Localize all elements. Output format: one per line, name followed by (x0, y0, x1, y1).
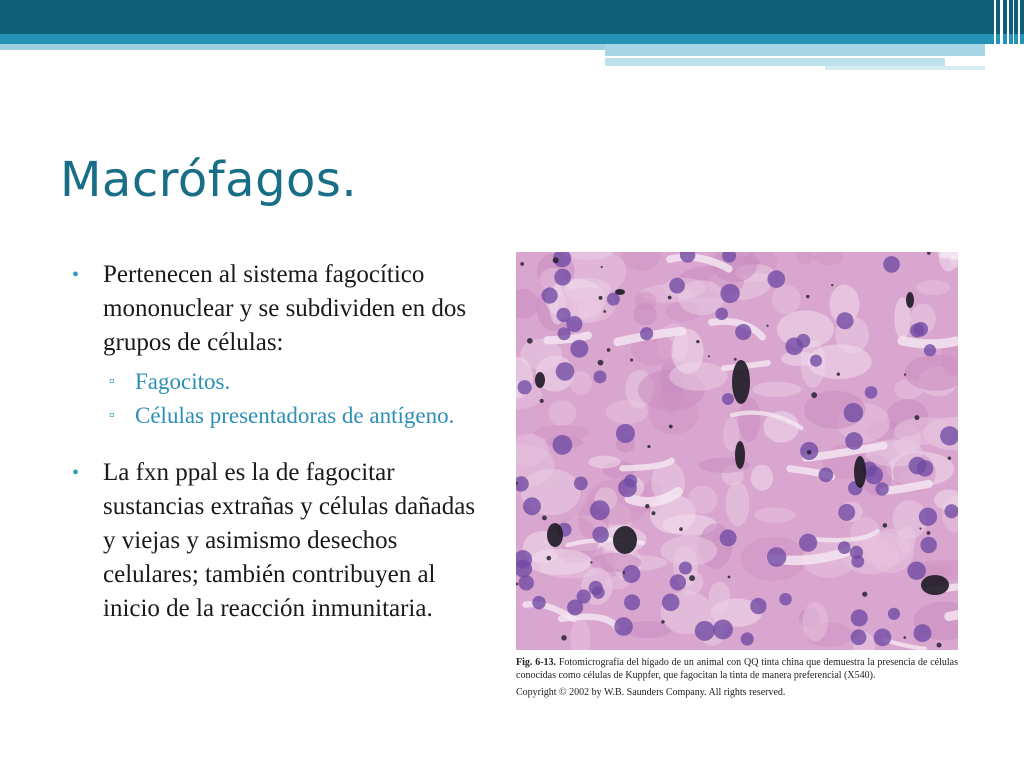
bullet-item (72, 456, 482, 626)
sub-bullet-item: ▫ Células presentadoras de antígeno. (103, 400, 482, 432)
micrograph-image (516, 252, 958, 650)
bullet-text: Pertenecen al sistema fagocítico mononuclear y se subdividen en dos grupos de células: (103, 261, 467, 356)
header-stripe-right-3 (825, 66, 985, 70)
figure-caption (516, 656, 958, 682)
figure-label: Fig. 6-13. (516, 657, 557, 668)
slide-body (72, 258, 482, 626)
header-stripe-right-2 (605, 58, 945, 66)
header-stripe-right (605, 44, 985, 56)
header-stripe-light (0, 44, 605, 50)
header-banner (0, 0, 1024, 34)
slide-title: Macrófagos. (60, 152, 358, 208)
figure-copyright: Copyright © 2002 by W.B. Saunders Company. All rights reserved. (516, 687, 786, 698)
sub-bullet-item: ▫ Fagocitos. (103, 366, 482, 398)
bullet-item (72, 258, 482, 432)
header-stripe (0, 34, 1024, 44)
bullet-text: La fxn ppal es la de fagocitar sustancias extrañas y células dañadas y viejas y asimismo desechos celulares; también contribuyen al inicio de la reacción inmunitaria. (103, 459, 476, 622)
figure (516, 252, 958, 698)
header-vertical-lines (990, 0, 1024, 70)
figure-caption-text: Fotomicrografía del hígado de un animal con QQ tinta china que demuestra la presencia de células conocidas como células de Kuppfer, que fagocitan la tinta de manera preferencial (X540). (516, 657, 959, 681)
bullet-list (72, 258, 482, 626)
sub-bullet-list (103, 366, 482, 432)
